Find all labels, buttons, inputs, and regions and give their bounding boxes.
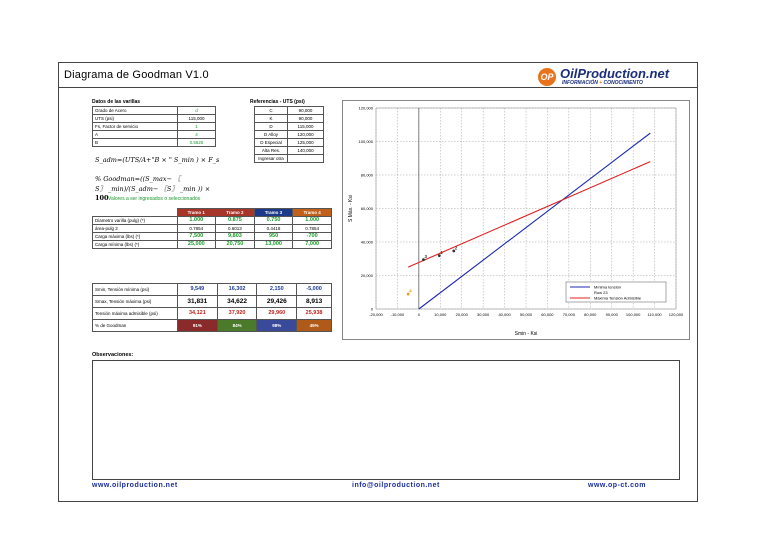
x-tick-label: 0 (417, 312, 420, 317)
tramo-cell[interactable]: 0.750 (254, 217, 293, 225)
legend-label: Mínima tensión (594, 284, 622, 290)
tramo-cell[interactable]: 950 (254, 233, 293, 241)
logo-name: OilProduction.net (560, 66, 670, 81)
tramo-cell[interactable]: 1.000 (293, 217, 332, 225)
ref-uts: 90,000 (288, 115, 324, 123)
data-point-label: 4 (409, 288, 412, 294)
result-cell: 29,960 (257, 308, 297, 320)
result-cell: 9,549 (178, 284, 218, 296)
table-row (93, 131, 216, 139)
result-cell: 29,426 (257, 296, 297, 308)
datos-label: Fs, Factor de servicio (93, 123, 178, 131)
table-row (93, 209, 332, 217)
datos-value[interactable]: 1 (178, 123, 216, 131)
table-row (93, 139, 216, 147)
resultados-table (92, 283, 332, 332)
chart-x-axis-label: Smin - Ksi (514, 331, 538, 337)
logo-subtitle (562, 80, 643, 86)
footer-link-email[interactable]: info@oilproduction.net (352, 482, 440, 489)
tramo-cell: 0.6013 (216, 225, 255, 233)
tramo-cell[interactable]: 1.000 (177, 217, 216, 225)
x-tick-label: 90,000 (605, 312, 618, 317)
table-row (93, 284, 332, 296)
formula-goodman-line1: % Goodman=((S_max− 〖 (95, 175, 181, 183)
ref-grade: D Especial (255, 139, 288, 147)
table-row (93, 296, 332, 308)
datos-label: Grado de Acero (93, 107, 178, 115)
x-tick-label: 10,000 (434, 312, 447, 317)
logo-sub-b: CONOCIMIENTO (603, 80, 643, 86)
x-tick-label: 60,000 (541, 312, 554, 317)
ref-grade: C (255, 107, 288, 115)
ref-uts: 115,000 (288, 123, 324, 131)
result-cell: 25,938 (297, 308, 332, 320)
y-tick-label: 120,000 (358, 105, 373, 111)
chart-y-axis-label: S Máx. - Ksi (348, 195, 354, 222)
result-cell: -5,000 (297, 284, 332, 296)
tramo-cell[interactable]: 7,000 (293, 241, 332, 249)
datos-value: 0.5625 (178, 139, 216, 147)
tramos-corner (93, 209, 178, 217)
table-row (255, 155, 324, 163)
x-tick-label: 40,000 (498, 312, 511, 317)
result-cell: 31,831 (178, 296, 218, 308)
tramo-cell[interactable]: 0.875 (216, 217, 255, 225)
y-tick-label: 80,000 (360, 172, 373, 178)
formula-goodman-line3: 100 (95, 194, 109, 202)
result-row-label: Smin, Tensión mínima (psi) (93, 284, 178, 296)
ref-grade: D (255, 123, 288, 131)
footer-link-website[interactable]: www.oilproduction.net (92, 482, 178, 489)
goodman-cell: 98% (257, 320, 297, 332)
tramo-header: Tramo 1 (177, 209, 216, 217)
tramo-header: Tramo 2 (216, 209, 255, 217)
y-tick-label: 100,000 (358, 139, 373, 145)
table-row (255, 107, 324, 115)
ref-uts: 90,000 (288, 107, 324, 115)
table-row (255, 139, 324, 147)
legend-label: Máxima Tensión Admisible (594, 295, 642, 301)
datos-label: UTS (psi) (93, 115, 178, 123)
table-row (93, 233, 332, 241)
x-tick-label: 30,000 (477, 312, 490, 317)
input-note: Valores a ser ingresados o seleccionados (108, 196, 201, 202)
datos-label: B (93, 139, 178, 147)
x-tick-label: -10,000 (390, 312, 405, 317)
x-tick-label: 100,000 (625, 312, 641, 317)
table-row (93, 123, 216, 131)
oilproduction-logo[interactable] (538, 66, 670, 88)
y-tick-label: 60,000 (360, 206, 373, 212)
ref-uts: 140,000 (288, 147, 324, 155)
table-row (255, 131, 324, 139)
tramo-row-label: área-pulg 2 (93, 225, 178, 233)
result-cell: 37,920 (217, 308, 257, 320)
tramo-cell: 0.4418 (254, 225, 293, 233)
referencias-title: Referencias - UTS (psi) (250, 99, 305, 105)
tramo-cell[interactable]: 20,750 (216, 241, 255, 249)
tramo-cell[interactable]: 7,500 (177, 233, 216, 241)
tramo-header: Tramo 3 (254, 209, 293, 217)
table-row (255, 147, 324, 155)
datos-value: 115,000 (178, 115, 216, 123)
result-row-label: Tensión máxima admisible (psi) (93, 308, 178, 320)
logo-sub-a: INFORMACIÓN (562, 80, 598, 86)
page-title: Diagrama de Goodman V1.0 (64, 69, 209, 81)
data-point-label: 3 (424, 254, 427, 260)
tramo-cell[interactable]: 9,803 (216, 233, 255, 241)
goodman-cell: 91% (178, 320, 218, 332)
tramo-cell[interactable]: 13,000 (254, 241, 293, 249)
table-row (93, 241, 332, 249)
datos-table (92, 106, 216, 147)
logo-sub-plus: + (599, 80, 603, 86)
datos-value: 4 (178, 131, 216, 139)
x-tick-label: 120,000 (668, 312, 684, 317)
y-tick-label: 40,000 (360, 239, 373, 245)
observaciones-box[interactable] (92, 360, 680, 480)
ref-uts (288, 155, 324, 163)
result-cell: 16,302 (217, 284, 257, 296)
table-row (255, 123, 324, 131)
logo-mark-icon: OP (538, 68, 556, 86)
tramo-cell[interactable]: 25,000 (177, 241, 216, 249)
ref-uts: 120,000 (288, 131, 324, 139)
table-row (93, 217, 332, 225)
tramo-cell: 0.7854 (177, 225, 216, 233)
goodman-cell: 45% (297, 320, 332, 332)
result-cell: 8,913 (297, 296, 332, 308)
table-row (93, 225, 332, 233)
result-cell: 34,622 (217, 296, 257, 308)
ref-grade: K (255, 115, 288, 123)
ref-grade[interactable]: Ingresar otra (255, 155, 288, 163)
x-tick-label: -20,000 (369, 312, 383, 317)
ref-grade: D Alloy (255, 131, 288, 139)
tramo-row-label: Carga mínima (lbs) (*) (93, 241, 178, 249)
chart-legend (566, 282, 666, 302)
referencias-table (254, 106, 324, 163)
table-row (255, 115, 324, 123)
x-tick-label: 50,000 (519, 312, 533, 317)
table-row (93, 107, 216, 115)
formula-goodman-line2: S〗 _min)/(S_adm− 〖S〗 _min )) × (95, 185, 211, 193)
ref-grade: Alta Res. (255, 147, 288, 155)
data-point-label: 2 (454, 245, 458, 251)
footer-link-opct[interactable]: www.op-ct.com (588, 482, 646, 489)
table-row (93, 308, 332, 320)
goodman-chart (342, 100, 690, 340)
tramo-header: Tramo 4 (293, 209, 332, 217)
result-cell: 34,121 (178, 308, 218, 320)
tramos-table (92, 208, 332, 249)
y-tick-label: 0 (370, 306, 373, 312)
observaciones-label: Observaciones: (92, 352, 134, 358)
y-tick-label: 20,000 (360, 273, 373, 279)
goodman-row-label: % de Goodman (93, 320, 178, 332)
goodman-cell: 84% (217, 320, 257, 332)
tramo-cell[interactable]: -700 (293, 233, 332, 241)
x-tick-label: 20,000 (455, 312, 468, 317)
tramo-cell: 0.7854 (293, 225, 332, 233)
x-tick-label: 80,000 (584, 312, 597, 317)
datos-value[interactable]: d (178, 107, 216, 115)
result-row-label: Smax, Tensión máxima (psi) (93, 296, 178, 308)
datos-title: Datos de las varillas (92, 99, 141, 105)
tramo-row-label: Carga máxima (lbs) (*) (93, 233, 178, 241)
table-row (93, 115, 216, 123)
x-tick-label: 70,000 (562, 312, 575, 317)
ref-uts: 125,000 (288, 139, 324, 147)
data-point-label: 1 (440, 250, 443, 256)
tramo-row-label: Diametro varilla (pulg) (*) (93, 217, 178, 225)
datos-label: A (93, 131, 178, 139)
result-cell: 2,150 (257, 284, 297, 296)
table-row (93, 320, 332, 332)
legend-label: Row 23 (594, 290, 608, 295)
formula-sadm: S_adm=(UTS/A+"B × " S_min ) × F_s (95, 156, 220, 164)
x-tick-label: 110,000 (647, 312, 662, 317)
